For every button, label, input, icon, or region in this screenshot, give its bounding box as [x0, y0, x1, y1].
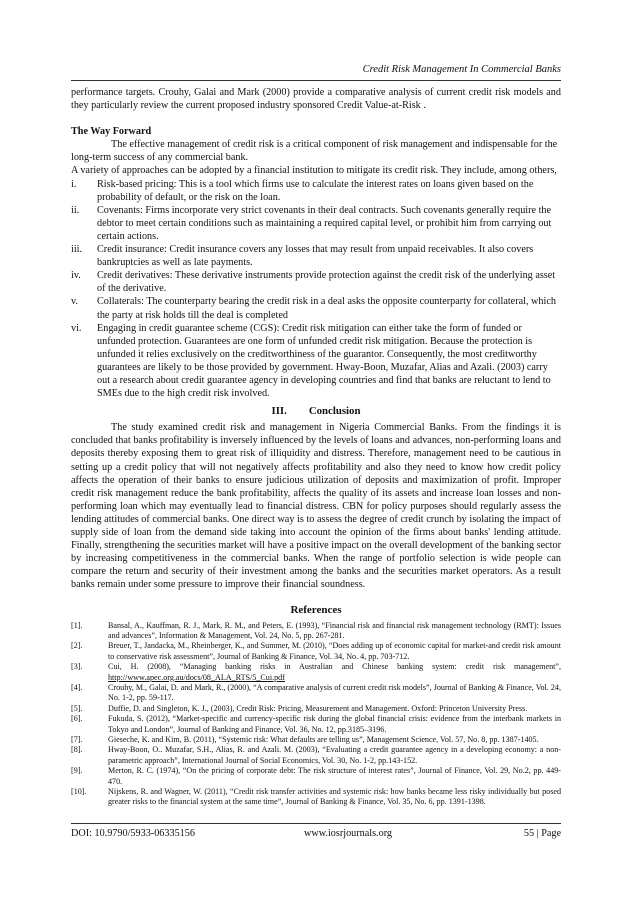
reference-number: [1].	[71, 620, 83, 630]
main-content	[71, 86, 561, 808]
list-item-text: Collaterals: The counterparty bearing the credit risk in a deal asks the opposite counterparty for collateral, which the party at risk holds till the deal is completed	[97, 296, 556, 321]
reference-number: [4].	[71, 683, 83, 692]
list-item-text: Covenants: Firms incorporate very strict covenants in their deal contracts. Such covenants generally require the debtor to meet certain conditions such as maintaining a required capital level, or prohibit him from carrying out certain actions.	[97, 204, 552, 242]
reference-number: [8].	[71, 745, 83, 755]
conclusion-number: III.	[271, 405, 287, 418]
list-item-text: Credit derivatives: These derivative instruments provide protection against the credit risk of the underlying asset of the derivative.	[97, 270, 556, 295]
footer-page-number: 55 | Page	[523, 828, 561, 839]
list-item-text: Risk-based pricing: This is a tool which firms use to calculate the interest rates on loans given based on the probability of default, or the risk on the loan.	[97, 178, 534, 203]
conclusion-heading	[71, 405, 561, 418]
reference-text: Nijskens, R. and Wagner, W. (2011), “Credit risk transfer activities and systemic risk: how banks became less risky individually but posed greater risks to the financial system at the same time”, Journal of Banking & Finance, Vol. 35, No. 6, pp. 1391-1398.	[108, 787, 561, 807]
references-list	[71, 621, 561, 808]
conclusion-text: The study examined credit risk and management in Nigeria Commercial Banks. From the findings it is concluded that banks profitability is inversely influenced by the levels of loans and advances, non-performing loans and deposits thereby exposing them to great risk of illiquidity and distress. Therefore, management need to be cautious in setting up a credit policy that will not negatively affects profitability and also they need to know how credit policy affects the operation of their banks to ensure judicious utilization of deposits and maximization of profit. Improper credit risk management reduce the bank profitability, affects the quality of its assets and increase loan losses and non-performing loan which may eventually lead to financial distress. CBN for policy purposes should regularly assess the lending attitudes of commercial banks. One direct way is to assess the degree of credit crunch by isolating the impact of supply side of loan from the demand side taking into account the opinion of the firms about banks' lending attitude. Finally, strengthening the securities market will have a positive impact on the overall development of the banking sector by increasing competitiveness in the commercial banks. When the range of portfolio selection is wide people can compare the return and security of their investment among the banks and the securities market operators. As a result banks remain under some pressure to improve their financial soundness.	[71, 422, 561, 591]
mitigation-list	[71, 178, 561, 401]
list-item	[71, 269, 561, 295]
list-item-number: vi.	[71, 322, 82, 334]
reference-text-part: Cui, H. (2008), “Managing banking risks in Australian and Chinese banking system: credit risk management”,	[108, 662, 561, 672]
reference-number: [7].	[71, 735, 83, 745]
header-rule	[71, 80, 561, 81]
list-item-number: v.	[71, 296, 78, 308]
reference-number: [10].	[71, 787, 87, 797]
reference-text: Hway-Boon, O.. Muzafar, S.H., Alias, R. and Azali. M. (2003), “Evaluating a credit guarantee agency in a developing economy: a non-parametric approach”, International Journal of Social Economics, Vol. 30, No. 1-2, pp.143-152.	[108, 745, 561, 765]
footer-doi: DOI: 10.9790/5933-06335156	[71, 828, 195, 839]
reference-number: [9].	[71, 766, 83, 776]
list-item-number: i.	[71, 178, 77, 190]
list-item	[71, 178, 561, 204]
reference-text: Bansal, A., Kauffman, R. J., Mark, R. M., and Peters, E. (1993), “Financial risk and financial risk management technology (RMT): Issues and advances”, Information & Management, Vol. 24, No. 5, pp. 267-281.	[108, 620, 561, 640]
reference-text: Fukuda, S. (2012), “Market-specific and currency-specific risk during the global financial crisis: evidence from the interbank markets in Tokyo and London”, Journal of Banking and Finance, Vol. 36, No. 12, pp.3185–3196.	[108, 714, 561, 734]
reference-number: [6].	[71, 714, 83, 724]
reference-text: Gieseche, K. and Kim, B. (2011), “Systemic risk: What defaults are telling us”, Management Science, Vol. 57, No. 8, pp. 1387-1405.	[108, 735, 539, 745]
reference-item	[71, 704, 561, 714]
reference-item	[71, 766, 561, 787]
list-item	[71, 295, 561, 321]
reference-item	[71, 662, 561, 683]
way-forward-title: The Way Forward	[71, 126, 152, 138]
reference-item	[71, 641, 561, 662]
reference-item	[71, 787, 561, 808]
reference-item	[71, 621, 561, 642]
list-item-text: Credit insurance: Credit insurance covers any losses that may result from unpaid receivables. It also covers bankruptcies as well as late payments.	[97, 244, 534, 269]
intro-paragraph: performance targets. Crouhy, Galai and Mark (2000) provide a comparative analysis of current credit risk models and they particularly review the current proposed industry sponsored Credit Value-at-Risk .	[71, 87, 561, 112]
list-item-number: ii.	[71, 204, 80, 216]
reference-number: [2].	[71, 641, 83, 651]
reference-item	[71, 745, 561, 766]
references-title: References	[290, 604, 342, 617]
reference-text: Breuer, T., Jandacka, M., Rheinberger, K., and Summer, M. (2010), “Does adding up of economic capital for market-and credit risk amount to conservative risk assessment”, Journal of Banking & Finance, Vol. 34, No. 4, pp. 703-712.	[108, 641, 561, 661]
footer-rule	[71, 823, 561, 824]
list-item	[71, 322, 561, 401]
way-forward-para-2: A variety of approaches can be adopted by a financial institution to mitigate its credit risk. They include, among others,	[71, 165, 557, 177]
reference-item	[71, 735, 561, 745]
list-item-text: Engaging in credit guarantee scheme (CGS): Credit risk mitigation can either take the form of funded or unfunded protection. Guarantees are one form of unfunded credit risk mitigation. Because the protection is unfunded it relies exclusively on the creditworthiness of the guarantor. Consequently, the most creditworthy guarantees are likely to be those provided by government. Hway-Boon, Muzafar, Alias and Azali. (2003) carry out a research about credit guarantee agency in developing countries and find that banks are reluctant to lend to SMEs due to the high credit risk involved.	[97, 322, 551, 400]
list-item-number: iii.	[71, 244, 83, 256]
list-item	[71, 204, 561, 243]
list-item-number: iv.	[71, 270, 81, 282]
way-forward-para-1: The effective management of credit risk is a critical component of risk management and indispensable for the long-term success of any commercial bank.	[71, 139, 558, 164]
conclusion-title: Conclusion	[308, 405, 361, 418]
reference-text: Merton, R. C. (1974), “On the pricing of corporate debt: The risk structure of interest rates”, Journal of Finance, Vol. 29, No.2, pp. 449-470.	[108, 766, 561, 786]
reference-text	[108, 662, 561, 683]
reference-number: [5].	[71, 703, 83, 713]
reference-item	[71, 683, 561, 704]
reference-link[interactable]: http://www.apec.org.au/docs/08_ALA_RTS/5_Cui.pdf	[108, 672, 285, 682]
running-header: Credit Risk Management In Commercial Banks	[362, 64, 561, 75]
reference-number: [3].	[71, 662, 83, 672]
reference-text: Duffie, D. and Singleton, K. J., (2003), Credit Risk: Pricing, Measurement and Management. Oxford: Princeton University Press.	[108, 703, 528, 713]
reference-item	[71, 714, 561, 735]
footer-website[interactable]: www.iosrjournals.org	[304, 828, 393, 839]
reference-text: Crouhy, M., Galai, D. and Mark, R., (2000), “A comparative analysis of current credit risk models”, Journal of Banking & Finance, Vol. 24, No. 1-2, pp. 59-117.	[108, 683, 561, 703]
list-item	[71, 243, 561, 269]
